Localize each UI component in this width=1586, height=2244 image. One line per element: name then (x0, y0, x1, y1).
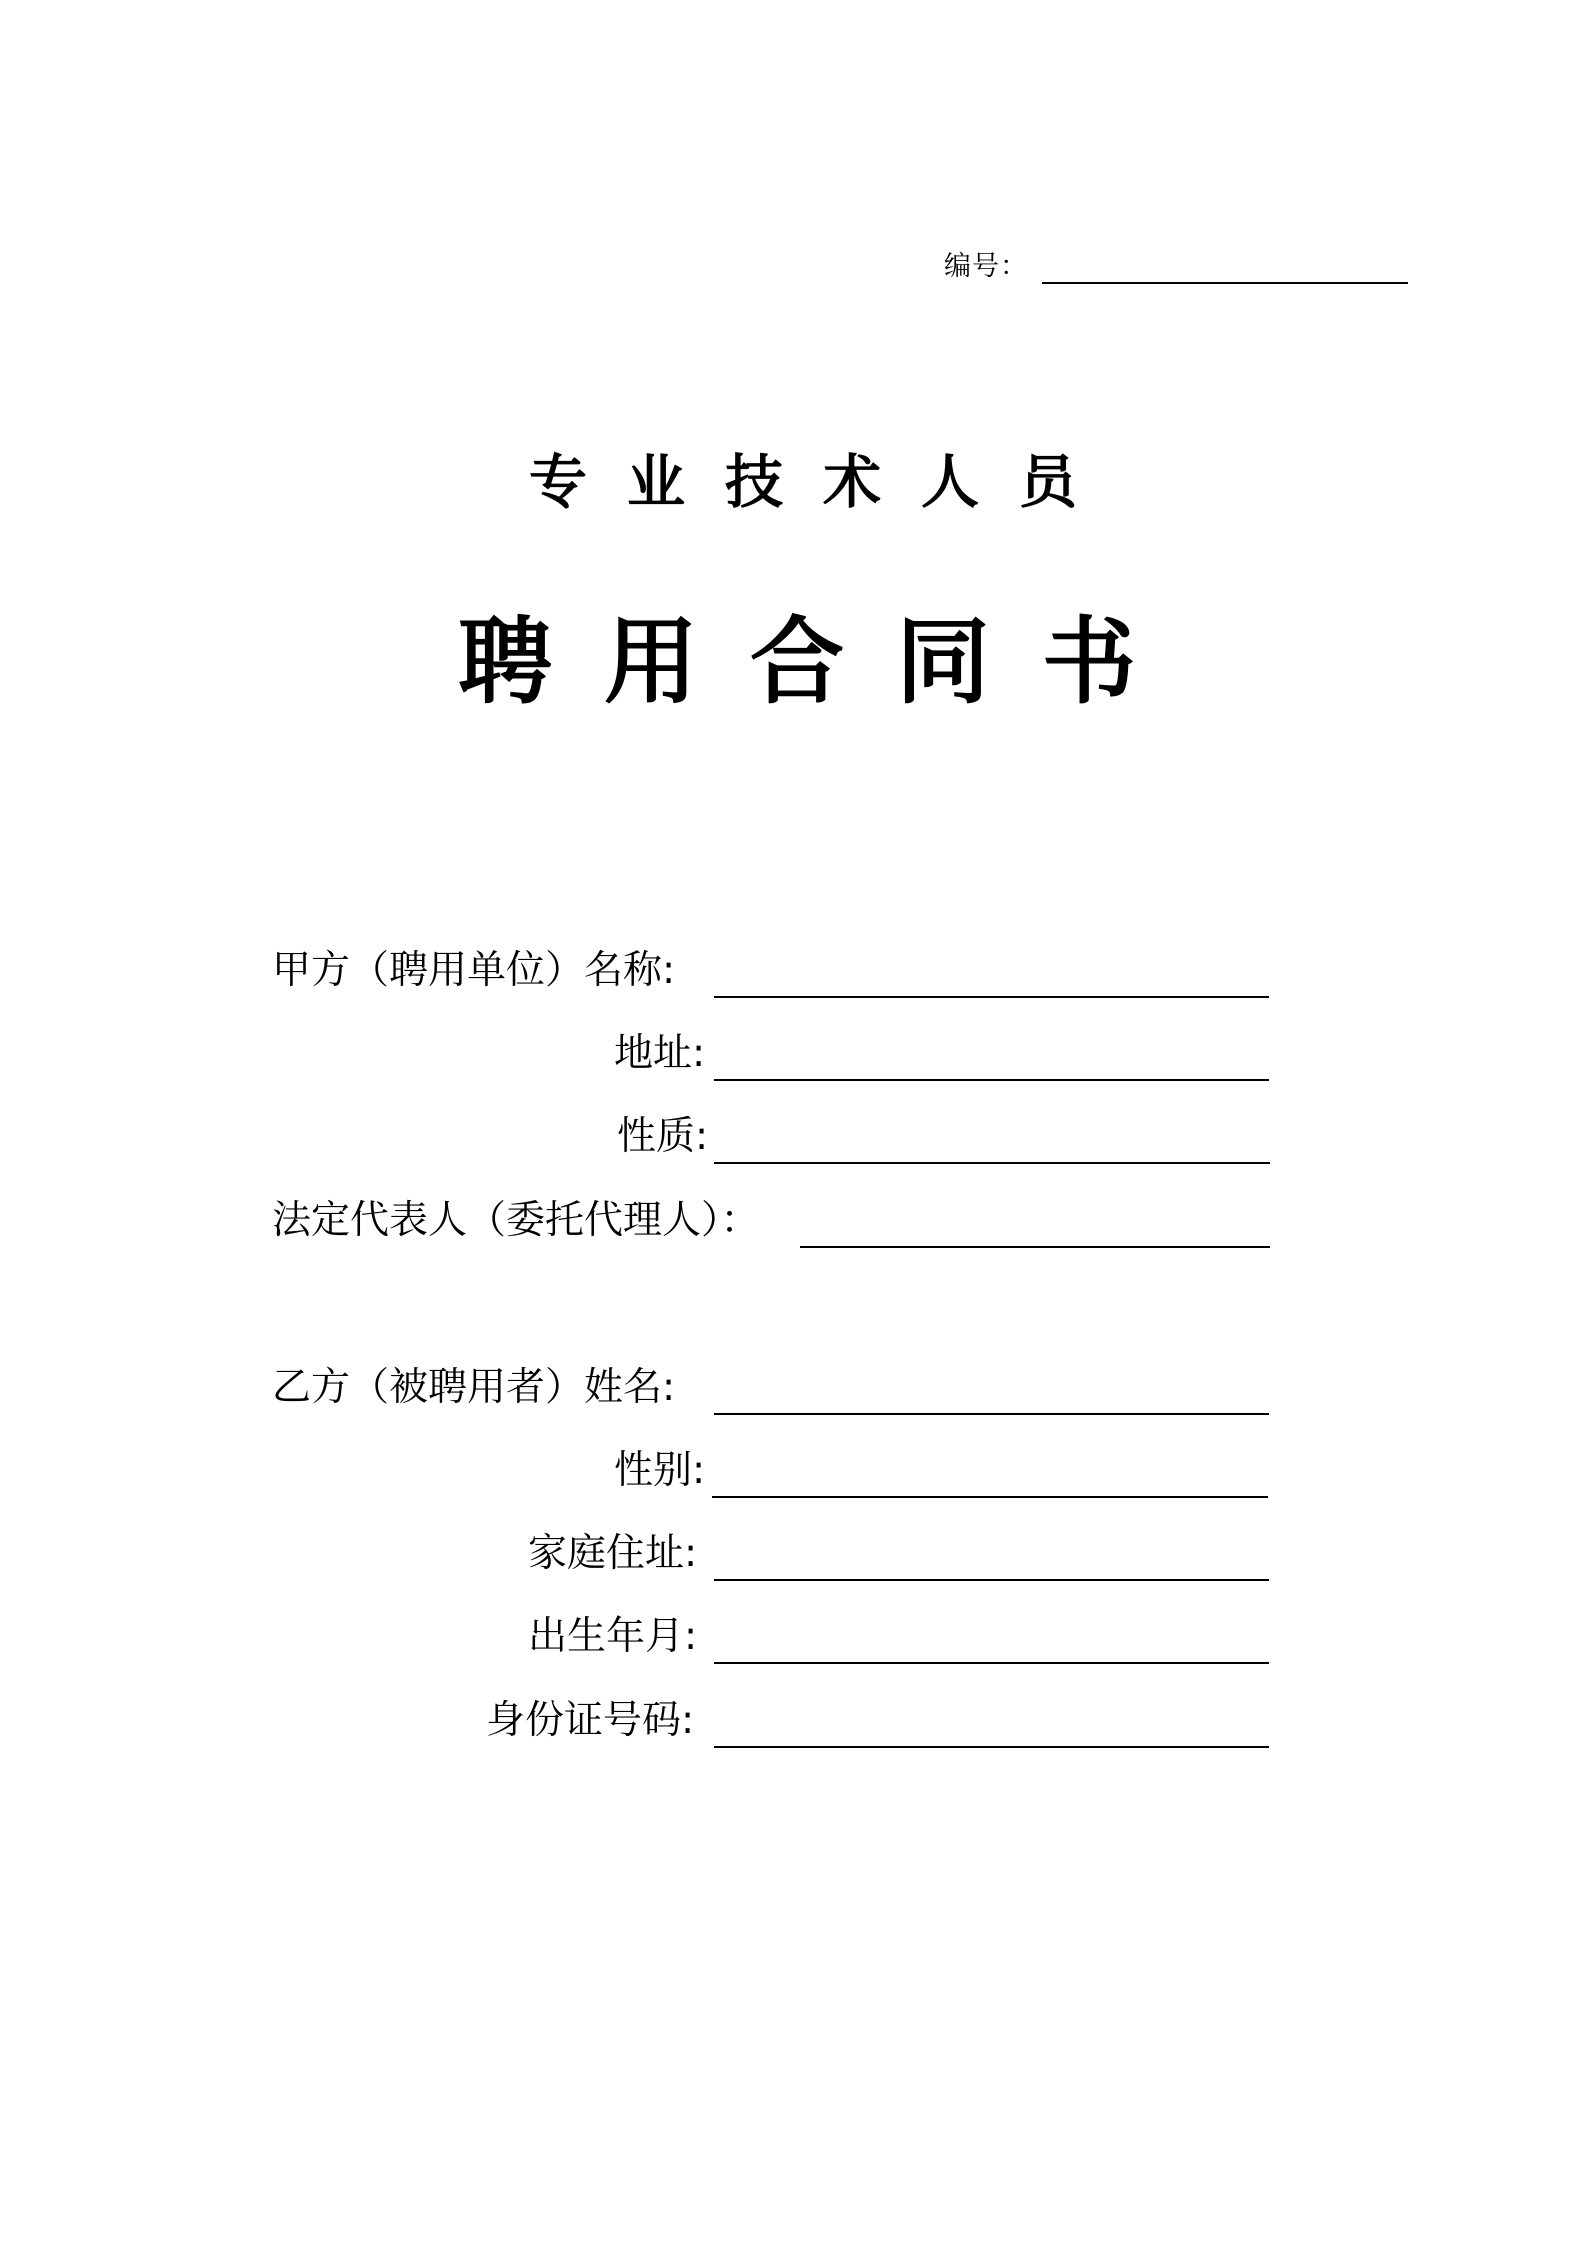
party-b-gender-row (0, 1446, 1586, 1496)
party-a-address-row (0, 1029, 1586, 1079)
serial-number-blank[interactable] (1042, 252, 1408, 284)
party-b-id-row (0, 1696, 1586, 1746)
party-b-birth-row (0, 1612, 1586, 1662)
party-b-home-address-label: 家庭住址: (528, 1531, 698, 1576)
party-b-name-label: 乙方（被聘用者）姓名: (272, 1365, 676, 1410)
party-a-name-blank[interactable] (714, 946, 1269, 998)
document-title: 聘用合同书 (457, 608, 1188, 717)
party-b-gender-blank[interactable] (712, 1446, 1268, 1498)
party-b-birth-blank[interactable] (714, 1612, 1269, 1664)
party-b-home-address-row (0, 1529, 1586, 1579)
party-a-name-label: 甲方（聘用单位）名称: (272, 948, 676, 993)
party-a-nature-blank[interactable] (714, 1112, 1270, 1164)
party-b-id-label: 身份证号码: (486, 1698, 695, 1743)
document-subtitle: 专业技术人员 (528, 448, 1117, 516)
party-b-gender-label: 性别: (614, 1448, 706, 1493)
party-a-representative-row (0, 1196, 1586, 1246)
party-a-representative-label: 法定代表人（委托代理人）： (272, 1198, 760, 1243)
serial-number-field (944, 244, 1408, 284)
party-a-representative-blank[interactable] (800, 1196, 1270, 1248)
party-b-name-row (0, 1363, 1586, 1413)
party-a-address-blank[interactable] (714, 1029, 1269, 1081)
party-a-nature-label: 性质: (617, 1114, 709, 1159)
party-b-name-blank[interactable] (714, 1363, 1269, 1415)
party-b-birth-label: 出生年月: (528, 1614, 698, 1659)
party-b-home-address-blank[interactable] (714, 1529, 1269, 1581)
party-b-id-blank[interactable] (714, 1696, 1269, 1748)
party-a-name-row (0, 946, 1586, 996)
party-a-nature-row (0, 1112, 1586, 1162)
serial-number-label: 编号： (944, 251, 1028, 282)
party-a-address-label: 地址: (614, 1031, 706, 1076)
